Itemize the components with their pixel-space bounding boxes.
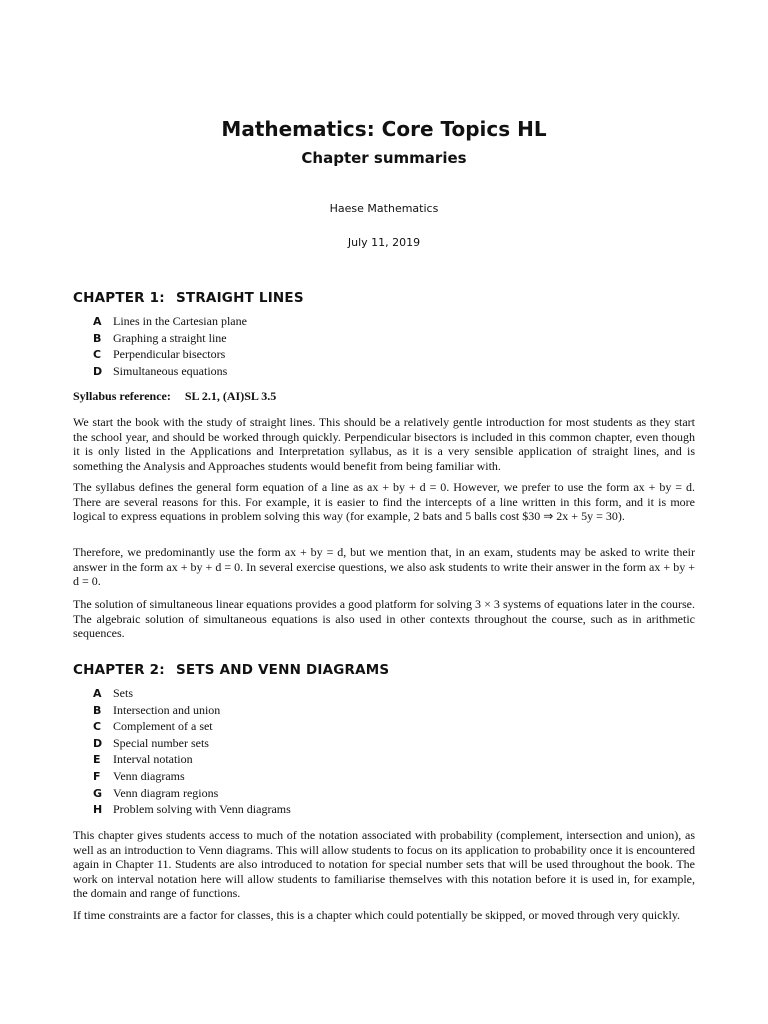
chapter-1-paragraph-4: The solution of simultaneous linear equations provides a good platform for solving 3 × 3 systems of equations later in the course. The algebraic solution of simultaneous equations is also used in other contexts throughout the course, such as in arithmetic sequences. [73,597,695,641]
section-title: Venn diagrams [113,768,185,783]
section-title: Complement of a set [113,719,213,734]
section-letter: A [93,315,102,328]
list-item [93,363,247,380]
document-author: Haese Mathematics [329,202,439,215]
section-title: Problem solving with Venn diagrams [113,802,291,817]
list-item [93,346,247,363]
chapter-2-number: CHAPTER 2: [73,662,165,678]
chapter-1-paragraph-1: We start the book with the study of straight lines. This should be a relatively gentle introduction for most students as they start the school year, and should be worked through quickly. Perpendicular bisectors is included in this common chapter, even though it is only listed in the Applications and Interpretation syllabus, as it is a very sensible application of straight lines, and is something the Analysis and Approaches students would benefit from being familiar with. [73,415,695,473]
chapter-2-name: SETS AND VENN DIAGRAMS [176,662,390,678]
chapter-1-paragraph-2: The syllabus defines the general form equation of a line as ax + by + d = 0. However, we prefer to use the form ax + by = d. There are several reasons for this. For example, it is easier to find the intercepts of a line written in this form, and it is more logical to express equations in problem solving this way (for example, 2 bats and 5 balls cost $30 ⇒ 2x + 5y = 30). [73,480,695,524]
section-letter: D [93,736,103,750]
section-letter: E [93,753,101,767]
chapter-2-paragraph-1: This chapter gives students access to much of the notation associated with probability (complement, intersection and union), as well as an introduction to Venn diagrams. This will allow students to focus on its application to probability once it is encountered again in Chapter 11. Students are also introduced to notation for special number sets that will be used throughout the book. The work on interval notation here will allow students to familiarise themselves with this notation before it is used in, for example, the domain and range of functions. [73,828,695,901]
section-letter: D [93,364,103,378]
section-title: Intersection and union [113,702,221,717]
section-letter: A [93,687,102,700]
chapter-1-number: CHAPTER 1: [73,290,165,306]
document-title: Mathematics: Core Topics HL [221,117,547,141]
syllabus-label: Syllabus reference: [73,389,171,403]
section-letter: H [93,803,103,817]
section-title: Simultaneous equations [113,363,228,378]
syllabus-reference [73,389,276,404]
syllabus-value: SL 2.1, (AI)SL 3.5 [184,389,277,403]
document-date: July 11, 2019 [347,236,421,249]
chapter-1-paragraph-3: Therefore, we predominantly use the form ax + by = d, but we mention that, in an exam, students may be asked to write their answer in the form ax + by + d = 0. In several exercise questions, we also ask students to write their answer in the form ax + by + d = 0. [73,545,695,589]
section-title: Graphing a straight line [113,330,227,345]
list-item [93,330,247,347]
list-item [93,718,291,735]
chapter-2-section-list [93,685,291,818]
section-letter: G [93,786,103,800]
chapter-2-paragraph-2: If time constraints are a factor for classes, this is a chapter which could potentially be skipped, or moved through very quickly. [73,908,681,922]
section-letter: C [93,348,102,362]
list-item [93,735,291,752]
section-title: Interval notation [113,752,193,767]
section-title: Sets [113,686,134,700]
list-item [93,751,291,768]
list-item [93,702,291,719]
section-title: Venn diagram regions [113,785,219,800]
list-item [93,685,291,702]
document-subtitle: Chapter summaries [301,149,467,167]
section-letter: B [93,331,102,345]
section-title: Special number sets [113,735,209,750]
list-item [93,801,291,818]
list-item [93,785,291,802]
section-letter: C [93,720,102,734]
chapter-1-name: STRAIGHT LINES [176,290,304,306]
list-item [93,313,247,330]
section-title: Lines in the Cartesian plane [113,314,247,328]
section-title: Perpendicular bisectors [113,347,226,362]
chapter-2-heading [73,662,389,678]
section-letter: B [93,703,102,717]
chapter-1-section-list [93,313,247,379]
list-item [93,768,291,785]
chapter-1-heading [73,290,304,306]
section-letter: F [93,769,101,783]
